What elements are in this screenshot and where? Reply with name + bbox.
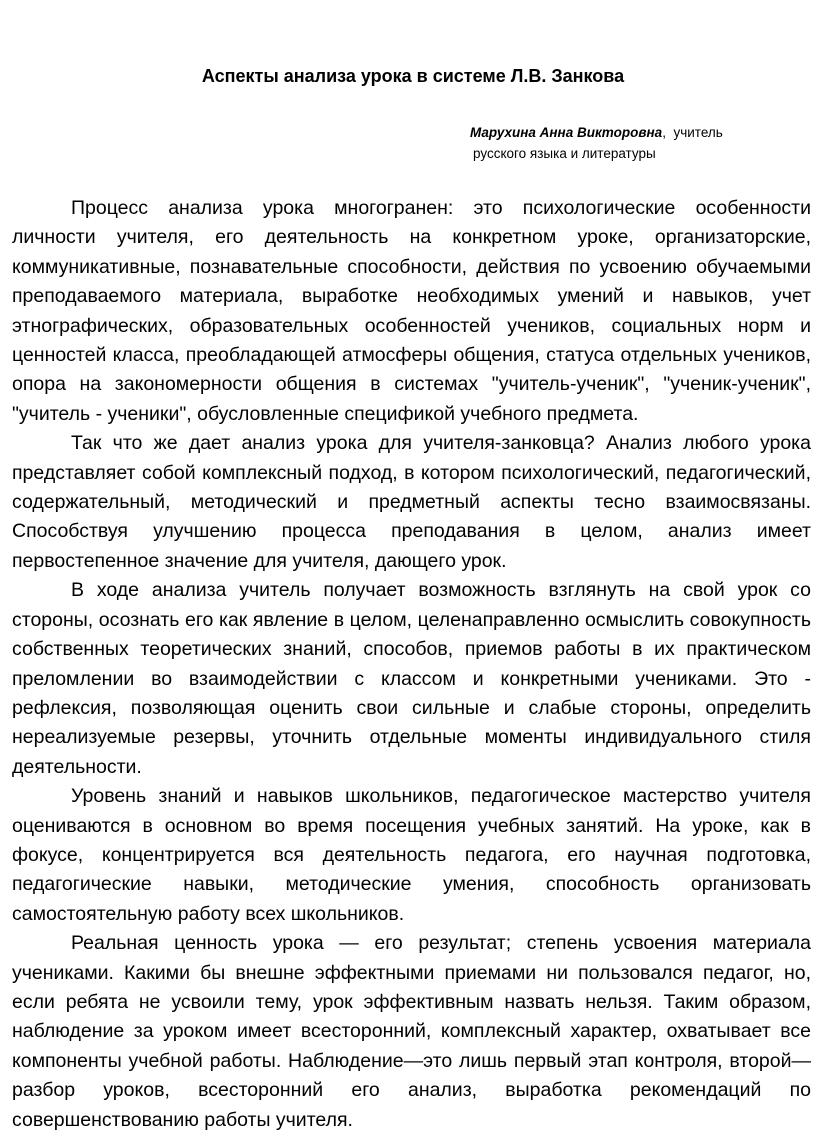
author-position-line2: русского языка и литературы [473, 146, 656, 161]
paragraph-5: Реальная ценность урока — его результат; степень усвоения материала учениками. Какими бы внешне эффектными приемами ни пользовался педагог, но, если ребята не усвоили тему, урок эффективным назвать нельзя. Таким образом, наблюдение за уроком имеет всесторонний, комплексный характер, охватывает все компоненты учебной работы. Наблюдение—это лишь первый этап контроля, второй—разбор уроков, всесторонний его анализ, выработка рекомендаций по совершенствованию работы учителя. [12, 932, 811, 1131]
document-body [12, 194, 811, 1135]
paragraph-1: Процесс анализа урока многогранен: это психологические особенности личности учителя, его деятельность на конкретном уроке, организаторские, коммуникативные, познавательные способности, действия по усвоению обучаемыми преподаваемого материала, выработке необходимых умений и навыков, учет этнографических, образовательных особенностей учеников, социальных норм и ценностей класса, преобладающей атмосферы общения, статуса отдельных учеников, опора на закономерности общения в системах "учитель-ученик", "ученик-ученик", "учитель - ученики", обусловленные спецификой учебного предмета. [12, 197, 811, 425]
author-position-line1: учитель [673, 125, 723, 140]
document-title: Аспекты анализа урока в системе Л.В. Занкова [201, 66, 625, 86]
paragraph-2: Так что же дает анализ урока для учителя-занковца? Анализ любого урока представляет собой комплексный подход, в котором психологический, педагогический, содержательный, методический и предметный аспекты тесно взаимосвязаны. Способствуя улучшению процесса преподавания в целом, анализ имеет первостепенное значение для учителя, дающего урок. [12, 432, 811, 572]
paragraph-4: Уровень знаний и навыков школьников, педагогическое мастерство учителя оцениваются в основном во время посещения учебных занятий. На уроке, как в фокусе, концентрируется вся деятельность педагога, его научная подготовка, педагогические навыки, методические умения, способность организовать самостоятельную работу всех школьников. [12, 785, 811, 925]
paragraph-3: В ходе анализа учитель получает возможность взглянуть на свой урок со стороны, осознать его как явление в целом, целенаправленно осмыслить совокупность собственных теоретических знаний, способов, приемов работы в их практическом преломлении во взаимодействии с классом и конкретными учениками. Это - рефлексия, позволяющая оценить свои сильные и слабые стороны, определить нереализуемые резервы, уточнить отдельные моменты индивидуального стиля деятельности. [12, 579, 811, 778]
author-name: Марухина Анна Викторовна [470, 125, 663, 140]
author-block: Марухина Анна Викторовна, учитель русского языка и литературы [470, 122, 800, 164]
